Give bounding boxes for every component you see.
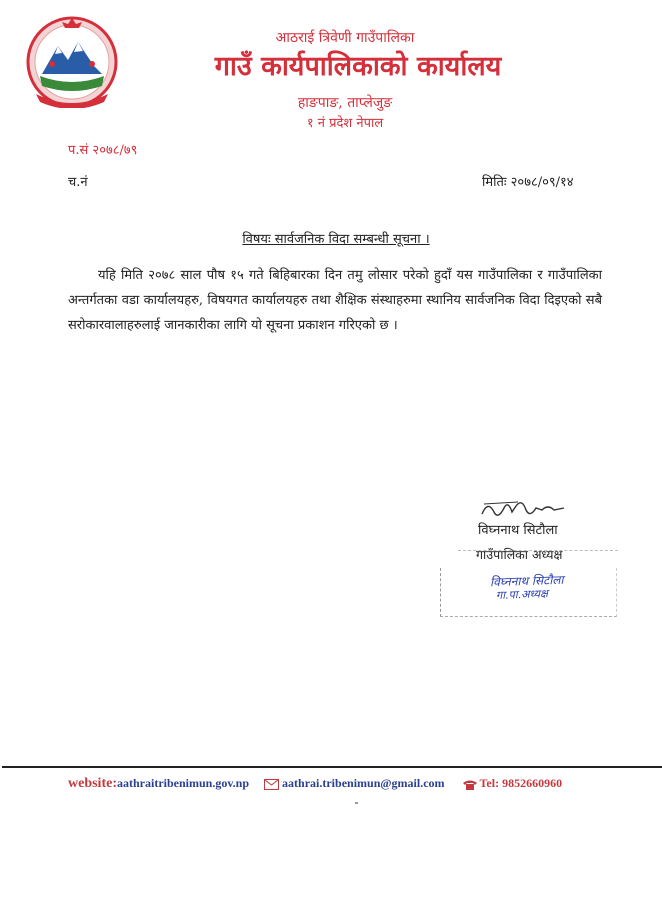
signature-dotted-line <box>458 550 618 551</box>
signatory-name: विघ्ननाथ सिटौला <box>478 523 558 538</box>
signatory-title: गाउँपालिका अध्यक्ष <box>476 547 563 562</box>
address-line-2: १ नं प्रदेश नेपाल <box>306 116 384 131</box>
website-link[interactable]: aathraitribenimun.gov.np <box>117 776 250 790</box>
scan-speck <box>355 802 358 804</box>
envelope-icon <box>264 779 279 790</box>
tel-label: Tel: <box>479 776 500 790</box>
letter-body: यहि मिति २०७८ साल पौष १५ गते बिहिबारका दिन तमु लोसार परेको हुदाँ यस गाउँपालिका र गाउँपालिका अन्तर्गतका वडा कार्यालयहरु, विषयगत कार्यालयहरु तथा शैक्षिक संस्थाहरुमा स्थानिय सार्वजनिक विदा दिइएको सबै सरोकारवालाहरुलाई जानकारीका लागि यो सूचना प्रकाशन गरिएको छ । <box>68 268 602 333</box>
reference-number: प.सं २०७८/७९ <box>68 143 138 158</box>
website-label: website: <box>68 776 117 791</box>
letter-date: मितिः २०७८/०९/१४ <box>482 175 574 190</box>
stamp-title: गा.पा.अध्यक्ष <box>495 587 549 602</box>
dispatch-number: च.नं <box>68 175 88 190</box>
address-line-1: हाङपाङ, ताप्लेजुङ <box>297 95 393 111</box>
footer-contact <box>68 776 662 792</box>
footer-divider <box>2 766 662 768</box>
stamp-name: विघ्ननाथ सिटौला <box>489 572 564 590</box>
org-name-line: आठराई त्रिवेणी गाउँपालिका <box>275 30 415 46</box>
handwritten-signature <box>478 496 568 522</box>
letter-subject: विषयः सार्वजनिक विदा सम्बन्धी सूचना । <box>242 232 430 247</box>
email-link[interactable]: aathrai.tribenimun@gmail.com <box>282 776 445 790</box>
office-title: गाउँ कार्यपालिकाको कार्यालय <box>214 51 502 82</box>
tel-number[interactable]: 9852660960 <box>502 776 563 790</box>
telephone-icon <box>462 779 478 790</box>
